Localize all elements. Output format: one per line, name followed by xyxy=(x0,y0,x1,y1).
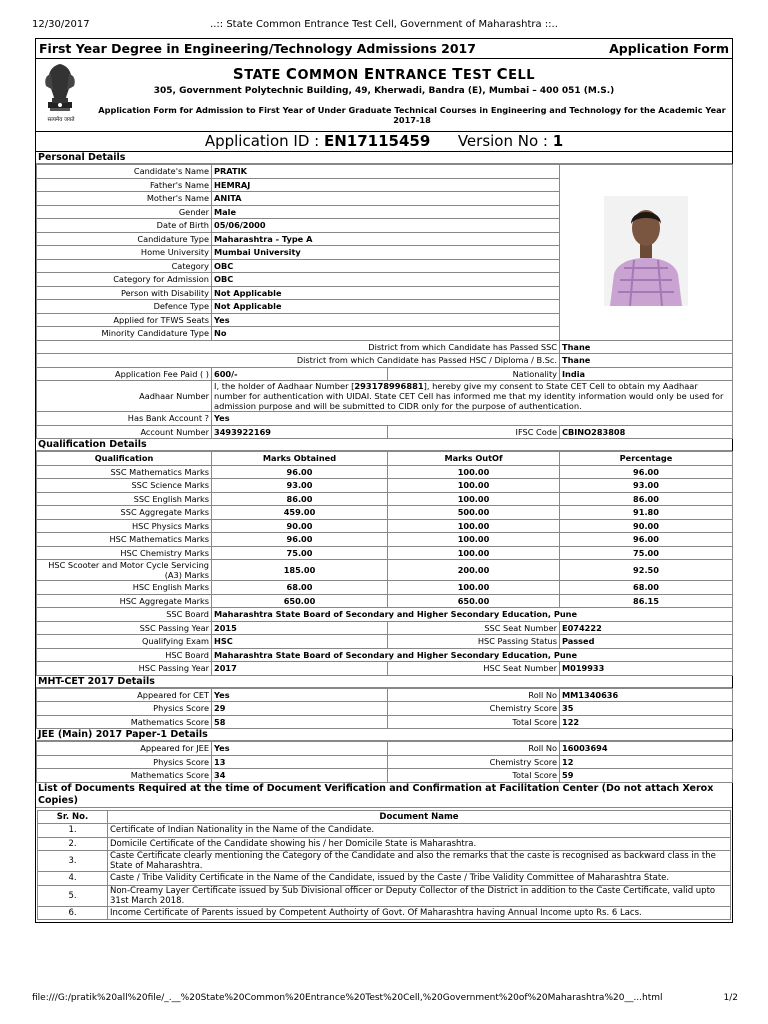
hsc-year-row: HSC Passing Year 2017 HSC Seat Number M019933 xyxy=(37,662,733,676)
fee-row: Application Fee Paid ( ) 600/- Nationality India xyxy=(37,367,733,381)
candidate-photo xyxy=(560,165,733,341)
field-value: ANITA xyxy=(212,192,560,206)
qualification-cell-obtained: 68.00 xyxy=(212,581,388,595)
qualification-cell-outof: 100.00 xyxy=(388,533,560,547)
mhtcet-appeared-row: Appeared for CET Yes Roll No MM1340636 xyxy=(37,688,733,702)
field-label: Father's Name xyxy=(37,178,212,192)
qualification-cell-obtained: 86.00 xyxy=(212,492,388,506)
field-label: Minority Candidature Type xyxy=(37,327,212,341)
qualifying-exam-row: Qualifying Exam HSC HSC Passing Status Passed xyxy=(37,635,733,649)
qualification-cell-name: HSC Scooter and Motor Cycle Servicing (A3) Marks xyxy=(37,560,212,581)
qualification-cell-outof: 100.00 xyxy=(388,492,560,506)
qualification-row xyxy=(37,492,733,506)
application-form-label: Application Form xyxy=(609,41,729,56)
admission-title: First Year Degree in Engineering/Technology Admissions 2017 xyxy=(39,41,476,56)
candidate-photo-image xyxy=(604,196,688,306)
qualification-cell-obtained: 96.00 xyxy=(212,465,388,479)
field-label: Category xyxy=(37,259,212,273)
document-row xyxy=(38,906,731,920)
qualification-cell-outof: 100.00 xyxy=(388,479,560,493)
qualification-cell-pct: 90.00 xyxy=(560,519,733,533)
jee-heading: JEE (Main) 2017 Paper-1 Details xyxy=(36,729,732,741)
qualification-cell-outof: 100.00 xyxy=(388,581,560,595)
application-id-row xyxy=(36,132,732,152)
qualification-row xyxy=(37,479,733,493)
document-name: Certificate of Indian Nationality in the Name of the Candidate. xyxy=(108,824,731,838)
qualification-cell-obtained: 96.00 xyxy=(212,533,388,547)
qualification-heading: Qualification Details xyxy=(36,439,732,451)
document-sr-no: 2. xyxy=(38,837,108,851)
documents-heading: List of Documents Required at the time of Document Verification and Confirmation at Facilitation Center (Do not attach Xerox Copies) xyxy=(36,783,732,808)
field-value: 05/06/2000 xyxy=(212,219,560,233)
browser-print-footer xyxy=(0,990,768,1010)
qualification-row xyxy=(37,465,733,479)
field-label: Gender xyxy=(37,205,212,219)
field-value: PRATIK xyxy=(212,165,560,179)
field-label: Date of Birth xyxy=(37,219,212,233)
document-name: Caste Certificate clearly mentioning the Category of the Candidate and also the remarks that the caste is recognised as backward class in the State of Maharashtra. xyxy=(108,851,731,872)
field-label: Defence Type xyxy=(37,300,212,314)
document-sr-no: 4. xyxy=(38,872,108,886)
qualification-cell-obtained: 75.00 xyxy=(212,546,388,560)
aadhaar-consent: I, the holder of Aadhaar Number [293178996881], hereby give my consent to State CET Cell to obtain my Aadhaar number for authentication with UIDAI. State CET Cell has informed me that my identity information would only be used for admission purpose and will be submitted to CIDR only for the purpose of authentication. xyxy=(212,381,733,412)
field-value: Not Applicable xyxy=(212,300,560,314)
documents-table xyxy=(37,810,731,921)
qualification-cell-obtained: 459.00 xyxy=(212,506,388,520)
qualification-cell-obtained: 650.00 xyxy=(212,594,388,608)
ssc-district-row: District from which Candidate has Passed SSC Thane xyxy=(37,340,733,354)
jee-physics-row: Physics Score 13 Chemistry Score 12 xyxy=(37,755,733,769)
qualification-cell-name: HSC English Marks xyxy=(37,581,212,595)
document-row xyxy=(38,851,731,872)
field-value: HEMRAJ xyxy=(212,178,560,192)
field-value: No xyxy=(212,327,560,341)
browser-print-header xyxy=(0,0,768,40)
field-value: Maharashtra - Type A xyxy=(212,232,560,246)
document-sr-no: 6. xyxy=(38,906,108,920)
account-row: Account Number 3493922169 IFSC Code CBINO283808 xyxy=(37,425,733,439)
field-value: OBC xyxy=(212,259,560,273)
qualification-cell-name: HSC Aggregate Marks xyxy=(37,594,212,608)
mhtcet-heading: MHT-CET 2017 Details xyxy=(36,676,732,688)
qualification-cell-pct: 75.00 xyxy=(560,546,733,560)
qualification-cell-name: SSC English Marks xyxy=(37,492,212,506)
form-top-bar xyxy=(36,39,732,59)
field-value: Mumbai University xyxy=(212,246,560,260)
document-sr-no: 1. xyxy=(38,824,108,838)
personal-details-heading: Personal Details xyxy=(36,152,732,164)
bank-row: Has Bank Account ? Yes xyxy=(37,412,733,426)
qualification-cell-obtained: 185.00 xyxy=(212,560,388,581)
qualification-cell-outof: 100.00 xyxy=(388,546,560,560)
hsc-board-row: HSC Board Maharashtra State Board of Secondary and Higher Secondary Education, Pune xyxy=(37,648,733,662)
qualification-row xyxy=(37,546,733,560)
qualification-cell-name: HSC Physics Marks xyxy=(37,519,212,533)
document-sr-no: 3. xyxy=(38,851,108,872)
personal-row xyxy=(37,165,733,179)
document-name: Caste / Tribe Validity Certificate in the Name of the Candidate, issued by the Caste / Tribe Validity Committee of Maharashtra State. xyxy=(108,872,731,886)
qualification-header-row: Qualification Marks Obtained Marks OutOf Percentage xyxy=(37,452,733,466)
field-label: Category for Admission xyxy=(37,273,212,287)
documents-header-row: Sr. No. Document Name xyxy=(38,810,731,824)
print-url: file:///G:/pratik%20all%20file/_.__%20State%20Common%20Entrance%20Test%20Cell,%20Government%20of%20Maharashtra%20__...html xyxy=(32,993,663,1003)
print-page-title: ..:: State Common Entrance Test Cell, Government of Maharashtra ::.. xyxy=(210,19,558,30)
qualification-cell-obtained: 93.00 xyxy=(212,479,388,493)
field-label: Mother's Name xyxy=(37,192,212,206)
app-id-value: EN17115459 xyxy=(323,132,431,150)
qualification-cell-name: SSC Mathematics Marks xyxy=(37,465,212,479)
ssc-year-row: SSC Passing Year 2015 SSC Seat Number E074222 xyxy=(37,621,733,635)
qualification-cell-pct: 93.00 xyxy=(560,479,733,493)
document-sr-no: 5. xyxy=(38,885,108,906)
mhtcet-physics-row: Physics Score 29 Chemistry Score 35 xyxy=(37,702,733,716)
field-label: Candidature Type xyxy=(37,232,212,246)
qualification-cell-obtained: 90.00 xyxy=(212,519,388,533)
field-value: Yes xyxy=(212,313,560,327)
jee-table xyxy=(36,741,733,783)
version-value: 1 xyxy=(552,132,564,150)
print-date: 12/30/2017 xyxy=(32,19,90,30)
hsc-district-row: District from which Candidate has Passed HSC / Diploma / B.Sc. Thane xyxy=(37,354,733,368)
document-row xyxy=(38,824,731,838)
field-label: Person with Disability xyxy=(37,286,212,300)
qualification-cell-name: SSC Aggregate Marks xyxy=(37,506,212,520)
emblem-caption: सत्यमेव जयते xyxy=(47,117,75,123)
document-name: Income Certificate of Parents issued by Competent Authoirty of Govt. Of Maharashtra having Annual Income upto Rs. 6 Lacs. xyxy=(108,906,731,920)
qualification-cell-name: SSC Science Marks xyxy=(37,479,212,493)
qualification-cell-pct: 91.80 xyxy=(560,506,733,520)
document-name: Domicile Certificate of the Candidate showing his / her Domicile State is Maharashtra. xyxy=(108,837,731,851)
qualification-cell-pct: 86.15 xyxy=(560,594,733,608)
jee-appeared-row: Appeared for JEE Yes Roll No 16003694 xyxy=(37,742,733,756)
qualification-cell-outof: 200.00 xyxy=(388,560,560,581)
qualification-row xyxy=(37,594,733,608)
personal-details-table xyxy=(36,164,733,439)
aadhaar-row: Aadhaar Number I, the holder of Aadhaar Number [293178996881], hereby give my consent to State CET Cell to obtain my Aadhaar number for authentication with UIDAI. State CET Cell has informed me that my identity information would only be used for admission purpose and will be submitted to CIDR only for the purpose of authentication. xyxy=(37,381,733,412)
qualification-cell-outof: 100.00 xyxy=(388,465,560,479)
qualification-row xyxy=(37,581,733,595)
field-value: Male xyxy=(212,205,560,219)
document-row xyxy=(38,885,731,906)
document-row xyxy=(38,872,731,886)
field-label: Candidate's Name xyxy=(37,165,212,179)
cell-address: 305, Government Polytechnic Building, 49, Kherwadi, Bandra (E), Mumbai – 400 051 (M.S.) xyxy=(153,86,615,96)
qualification-cell-name: HSC Mathematics Marks xyxy=(37,533,212,547)
qualification-row xyxy=(37,519,733,533)
document-name: Non-Creamy Layer Certificate issued by Sub Divisional officer or Deputy Collector of the District in addition to the Caste Certificate, valid upto 31st March 2018. xyxy=(108,885,731,906)
qualification-cell-outof: 500.00 xyxy=(388,506,560,520)
qualification-table xyxy=(36,451,733,676)
form-description: Application Form for Admission to First Year of Under Graduate Technical Courses in Engineering and Technology for the Academic Year 2017-18 xyxy=(98,105,726,125)
mhtcet-table xyxy=(36,688,733,730)
field-label: Home University xyxy=(37,246,212,260)
qualification-cell-name: HSC Chemistry Marks xyxy=(37,546,212,560)
qualification-row xyxy=(37,506,733,520)
cell-header xyxy=(36,59,732,132)
app-id-label: Application ID : xyxy=(204,132,324,150)
document-row xyxy=(38,837,731,851)
jee-maths-row: Mathematics Score 34 Total Score 59 xyxy=(37,769,733,783)
qualification-row xyxy=(37,533,733,547)
application-form xyxy=(35,38,733,923)
qualification-cell-pct: 92.50 xyxy=(560,560,733,581)
field-value: OBC xyxy=(212,273,560,287)
field-label: Applied for TFWS Seats xyxy=(37,313,212,327)
qualification-cell-pct: 96.00 xyxy=(560,533,733,547)
version-label: Version No : xyxy=(457,132,553,150)
qualification-cell-pct: 96.00 xyxy=(560,465,733,479)
print-page-number: 1/2 xyxy=(723,993,738,1003)
ssc-board-row: SSC Board Maharashtra State Board of Secondary and Higher Secondary Education, Pune xyxy=(37,608,733,622)
qualification-cell-pct: 68.00 xyxy=(560,581,733,595)
cell-title: STATE COMMON ENTRANCE TEST CELL xyxy=(232,65,536,83)
qualification-cell-outof: 100.00 xyxy=(388,519,560,533)
qualification-cell-outof: 650.00 xyxy=(388,594,560,608)
qualification-row xyxy=(37,560,733,581)
qualification-cell-pct: 86.00 xyxy=(560,492,733,506)
field-value: Not Applicable xyxy=(212,286,560,300)
mhtcet-maths-row: Mathematics Score 58 Total Score 122 xyxy=(37,715,733,729)
